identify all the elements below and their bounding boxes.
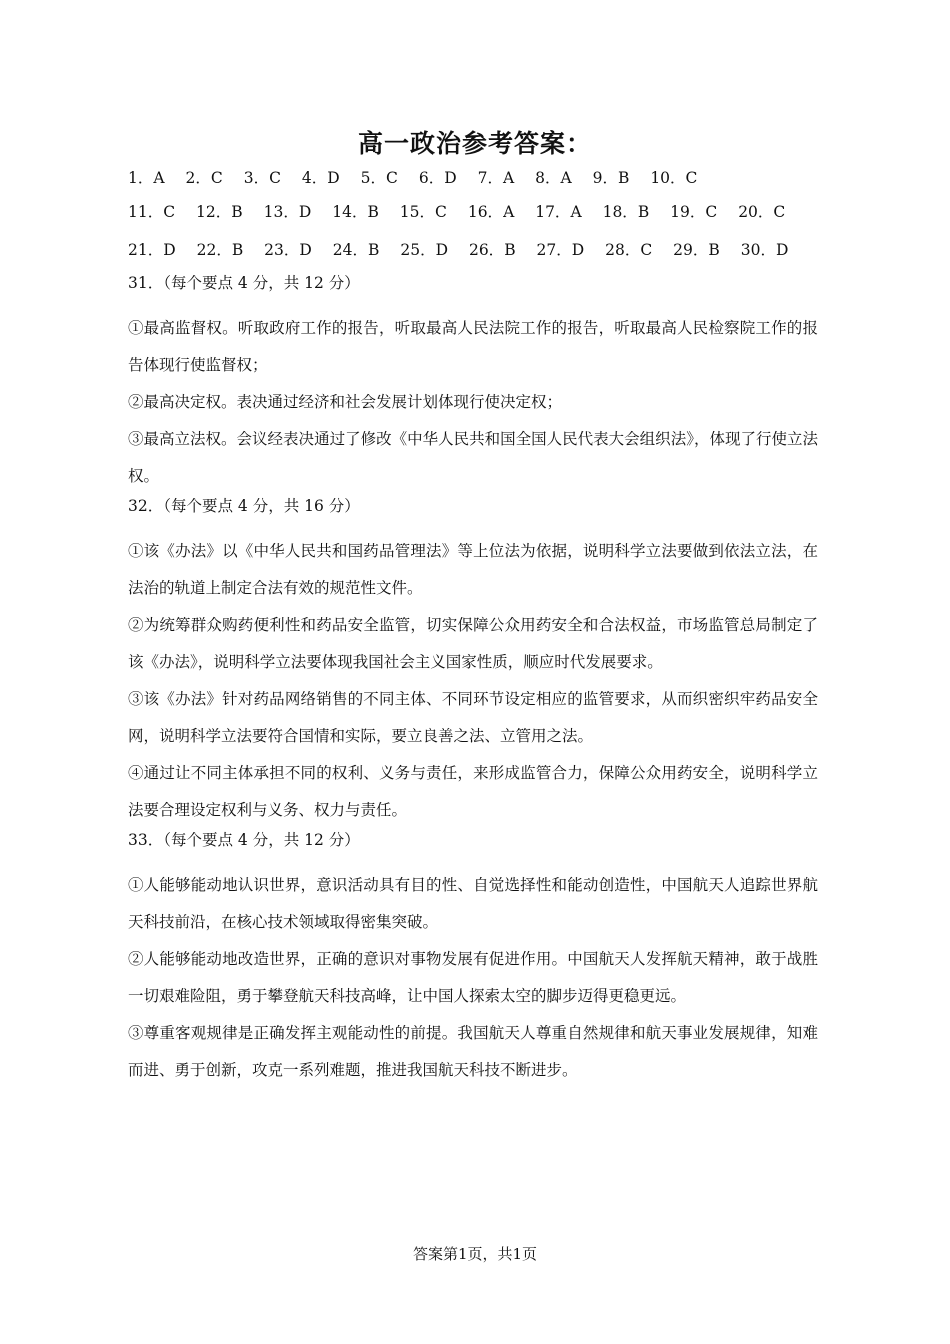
page-title: 高一政治参考答案： bbox=[357, 129, 592, 158]
answer-item: 19．C bbox=[670, 203, 718, 221]
answer-item: 23．D bbox=[264, 241, 312, 259]
answer-point: ②最高决定权。表决通过经济和社会发展计划体现行使决定权； bbox=[128, 393, 563, 411]
question-33 bbox=[128, 829, 818, 1089]
answer-row-1 bbox=[128, 168, 828, 202]
answer-point: ④通过让不同主体承担不同的权利、义务与责任，来形成监管合力，保障公众用药安全，说明科学立法要合理设定权利与义务、权力与责任。 bbox=[128, 764, 818, 819]
answer-item: 27．D bbox=[536, 241, 585, 259]
answer-point: ①最高监督权。听取政府工作的报告，听取最高人民法院工作的报告，听取最高人民检察院工作的报告体现行使监督权； bbox=[128, 319, 818, 374]
answer-item: 15．C bbox=[399, 203, 447, 221]
answer-point: ②为统筹群众购药便利性和药品安全监管，切实保障公众用药安全和合法权益，市场监管总局制定了该《办法》，说明科学立法要体现我国社会主义国家性质，顺应时代发展要求。 bbox=[128, 616, 818, 671]
answer-item: 12．B bbox=[196, 203, 243, 221]
question-heading: 33．（每个要点 4 分，共 12 分） bbox=[128, 831, 360, 849]
answer-item: 20．C bbox=[738, 203, 786, 221]
answer-item: 9．B bbox=[592, 169, 630, 187]
answer-item: 14．B bbox=[332, 203, 379, 221]
answer-item: 5．C bbox=[360, 169, 398, 187]
answer-item: 8．A bbox=[535, 169, 572, 187]
answer-row-3 bbox=[128, 240, 828, 274]
answer-item: 3．C bbox=[243, 169, 281, 187]
answer-item: 13．D bbox=[263, 203, 312, 221]
answer-item: 2．C bbox=[185, 169, 223, 187]
answer-point: ①该《办法》以《中华人民共和国药品管理法》等上位法为依据，说明科学立法要做到依法立法，在法治的轨道上制定合法有效的规范性文件。 bbox=[128, 542, 818, 597]
answer-point: ③尊重客观规律是正确发挥主观能动性的前提。我国航天人尊重自然规律和航天事业发展规律，知难而进、勇于创新，攻克一系列难题，推进我国航天科技不断进步。 bbox=[128, 1024, 818, 1079]
answer-item: 16．A bbox=[467, 203, 515, 221]
question-heading: 31．（每个要点 4 分，共 12 分） bbox=[128, 274, 360, 292]
answer-item: 25．D bbox=[400, 241, 449, 259]
answer-item: 1．A bbox=[128, 169, 165, 187]
answer-item: 26．B bbox=[468, 241, 516, 259]
answer-point: ②人能够能动地改造世界，正确的意识对事物发展有促进作用。中国航天人发挥航天精神，敢于战胜一切艰难险阻，勇于攀登航天科技高峰，让中国人探索太空的脚步迈得更稳更远。 bbox=[128, 950, 818, 1005]
answer-item: 18．B bbox=[602, 203, 650, 221]
answer-point: ③最高立法权。会议经表决通过了修改《中华人民共和国全国人民代表大会组织法》，体现了行使立法权。 bbox=[128, 430, 818, 485]
answer-item: 30．D bbox=[740, 241, 789, 259]
answer-point: ①人能够能动地认识世界，意识活动具有目的性、自觉选择性和能动创造性，中国航天人追踪世界航天科技前沿，在核心技术领域取得密集突破。 bbox=[128, 876, 818, 931]
answer-item: 21．D bbox=[128, 241, 176, 259]
answer-item: 28．C bbox=[605, 241, 653, 259]
question-heading: 32．（每个要点 4 分，共 16 分） bbox=[128, 497, 360, 515]
answer-point: ③该《办法》针对药品网络销售的不同主体、不同环节设定相应的监管要求，从而织密织牢药品安全网，说明科学立法要符合国情和实际，要立良善之法、立管用之法。 bbox=[128, 690, 818, 745]
answer-item: 17．A bbox=[535, 203, 582, 221]
question-32 bbox=[128, 495, 818, 829]
question-31 bbox=[128, 272, 818, 495]
answer-item: 6．D bbox=[418, 169, 457, 187]
page-footer: 答案第1页，共1页 bbox=[412, 1245, 538, 1263]
answer-item: 11．C bbox=[128, 203, 176, 221]
answer-item: 10．C bbox=[650, 169, 698, 187]
answer-key bbox=[128, 168, 828, 274]
answer-row-2 bbox=[128, 202, 828, 236]
answer-item: 4．D bbox=[301, 169, 340, 187]
answer-item: 22．B bbox=[196, 241, 244, 259]
answer-item: 24．B bbox=[332, 241, 380, 259]
answer-item: 7．A bbox=[477, 169, 515, 187]
answer-item: 29．B bbox=[673, 241, 720, 259]
answer-body bbox=[128, 272, 818, 1089]
